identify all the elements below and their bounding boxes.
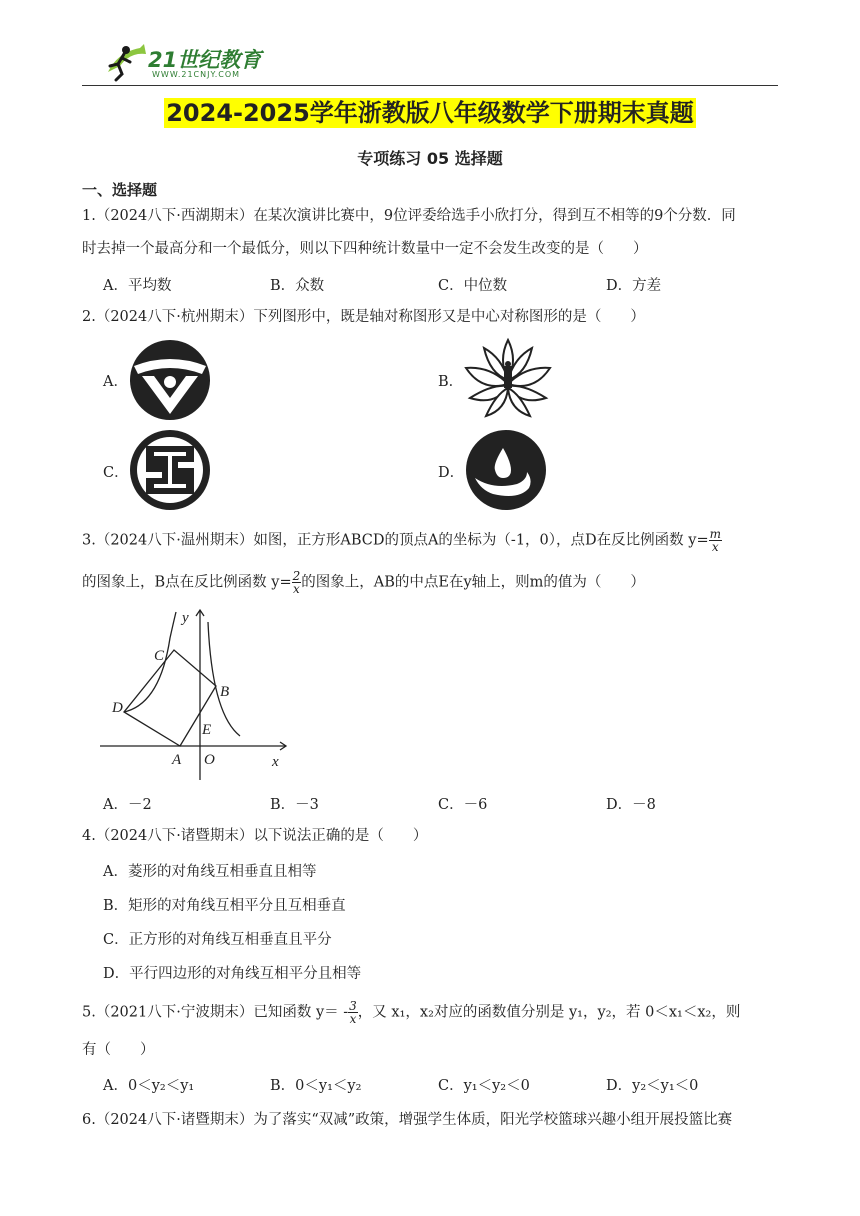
q3-frac2-num: 2 bbox=[292, 569, 301, 583]
label-a: A bbox=[172, 752, 182, 768]
q3-line1 bbox=[82, 528, 722, 553]
page-title bbox=[0, 93, 860, 128]
q3-line2-text-b: 的图象上，AB的中点E在y轴上，则m的值为（ ） bbox=[301, 574, 645, 591]
q3-frac2-den: x bbox=[293, 582, 300, 596]
q5-line1 bbox=[82, 1000, 740, 1025]
label-o: O bbox=[204, 752, 215, 768]
page-subtitle: 专项练习 05 选择题 bbox=[357, 149, 503, 168]
q1-option-b: B．众数 bbox=[270, 278, 325, 294]
q3-figure bbox=[96, 604, 292, 780]
logo-url: WWW.21CNJY.COM bbox=[152, 70, 241, 79]
q5-line1-text-a: 5.（2021八下·宁波期末）已知函数 y＝ - bbox=[82, 1004, 349, 1021]
q3-option-a: A．－2 bbox=[103, 797, 152, 813]
q2-label-c: C． bbox=[103, 465, 129, 481]
q3-frac1-den: x bbox=[711, 540, 719, 554]
q4-option-c: C．正方形的对角线互相垂直且平分 bbox=[103, 932, 332, 948]
q5-frac-den: x bbox=[349, 1012, 357, 1026]
q3-option-c: C．－6 bbox=[438, 797, 488, 813]
logo-text: 21世纪教育 bbox=[148, 48, 262, 72]
water-drop-symbol-icon bbox=[463, 428, 549, 512]
title-highlight: 2024-2025学年浙教版八年级数学下册期末真题 bbox=[166, 99, 694, 127]
q2-label-b: B． bbox=[438, 374, 464, 390]
q5-option-d: D．y₂＜y₁＜0 bbox=[606, 1078, 699, 1094]
q3-line2-text-a: 的图象上，B点在反比例函数 y= bbox=[82, 574, 292, 591]
q1-option-a: A．平均数 bbox=[103, 278, 172, 294]
q1-option-c: C．中位数 bbox=[438, 278, 508, 294]
label-e: E bbox=[202, 722, 212, 738]
q4-option-b: B．矩形的对角线互相平分且互相垂直 bbox=[103, 898, 346, 914]
q5-line1-text-b: ，又 x₁，x₂对应的函数值分别是 y₁，y₂，若 0＜x₁＜x₂，则 bbox=[357, 1004, 741, 1021]
symbol-a-icon bbox=[128, 338, 212, 422]
q3-frac-2-x bbox=[292, 570, 302, 595]
label-y: y bbox=[182, 610, 189, 626]
header-rule bbox=[82, 85, 778, 86]
q4-option-a: A．菱形的对角线互相垂直且相等 bbox=[103, 864, 317, 880]
q2-label-a: A． bbox=[103, 374, 128, 390]
label-x: x bbox=[272, 754, 279, 770]
q3-frac-m-x bbox=[709, 528, 722, 553]
label-b: B bbox=[220, 684, 230, 700]
q2-label-d: D． bbox=[438, 465, 465, 481]
q4-option-d: D．平行四边形的对角线互相平分且相等 bbox=[103, 966, 362, 982]
section-heading: 一、选择题 bbox=[82, 181, 158, 199]
coin-symbol-icon bbox=[128, 428, 212, 512]
q5-frac-num: 3 bbox=[349, 999, 357, 1013]
q5-option-b: B．0＜y₁＜y₂ bbox=[270, 1078, 362, 1094]
q2-line1: 2.（2024八下·杭州期末）下列图形中，既是轴对称图形又是中心对称图形的是（ ） bbox=[82, 309, 645, 325]
q5-option-a: A．0＜y₂＜y₁ bbox=[103, 1078, 195, 1094]
q6-line1: 6.（2024八下·诸暨期末）为了落实“双减”政策，增强学生体质，阳光学校篮球兴趣小组开展投篮比赛 bbox=[82, 1112, 733, 1128]
q4-line1: 4.（2024八下·诸暨期末）以下说法正确的是（ ） bbox=[82, 828, 428, 844]
lotus-symbol-icon bbox=[462, 336, 554, 422]
runner-logo-icon bbox=[100, 42, 150, 82]
q3-option-d: D．－8 bbox=[606, 797, 656, 813]
header-logo bbox=[100, 42, 280, 84]
q1-line1: 1.（2024八下·西湖期末）在某次演讲比赛中，9位评委给选手小欣打分，得到互不相等的9个分数．同 bbox=[82, 208, 736, 224]
q5-option-c: C．y₁＜y₂＜0 bbox=[438, 1078, 530, 1094]
q3-line1-text: 3.（2024八下·温州期末）如图，正方形ABCD的顶点A的坐标为（-1，0），点D在反比例函数 y= bbox=[82, 532, 709, 549]
label-d: D bbox=[112, 700, 123, 716]
label-c: C bbox=[154, 648, 165, 664]
curve-b bbox=[208, 622, 240, 736]
curve-d bbox=[124, 612, 176, 712]
q1-option-d: D．方差 bbox=[606, 278, 662, 294]
q3-frac1-num: m bbox=[709, 527, 721, 541]
q5-line2: 有（ ） bbox=[82, 1042, 155, 1058]
q1-line2: 时去掉一个最高分和一个最低分，则以下四种统计数量中一定不会发生改变的是（ ） bbox=[82, 241, 648, 257]
q3-line2 bbox=[82, 570, 645, 595]
q5-frac-3-x bbox=[348, 1000, 358, 1025]
q3-option-b: B．－3 bbox=[270, 797, 319, 813]
